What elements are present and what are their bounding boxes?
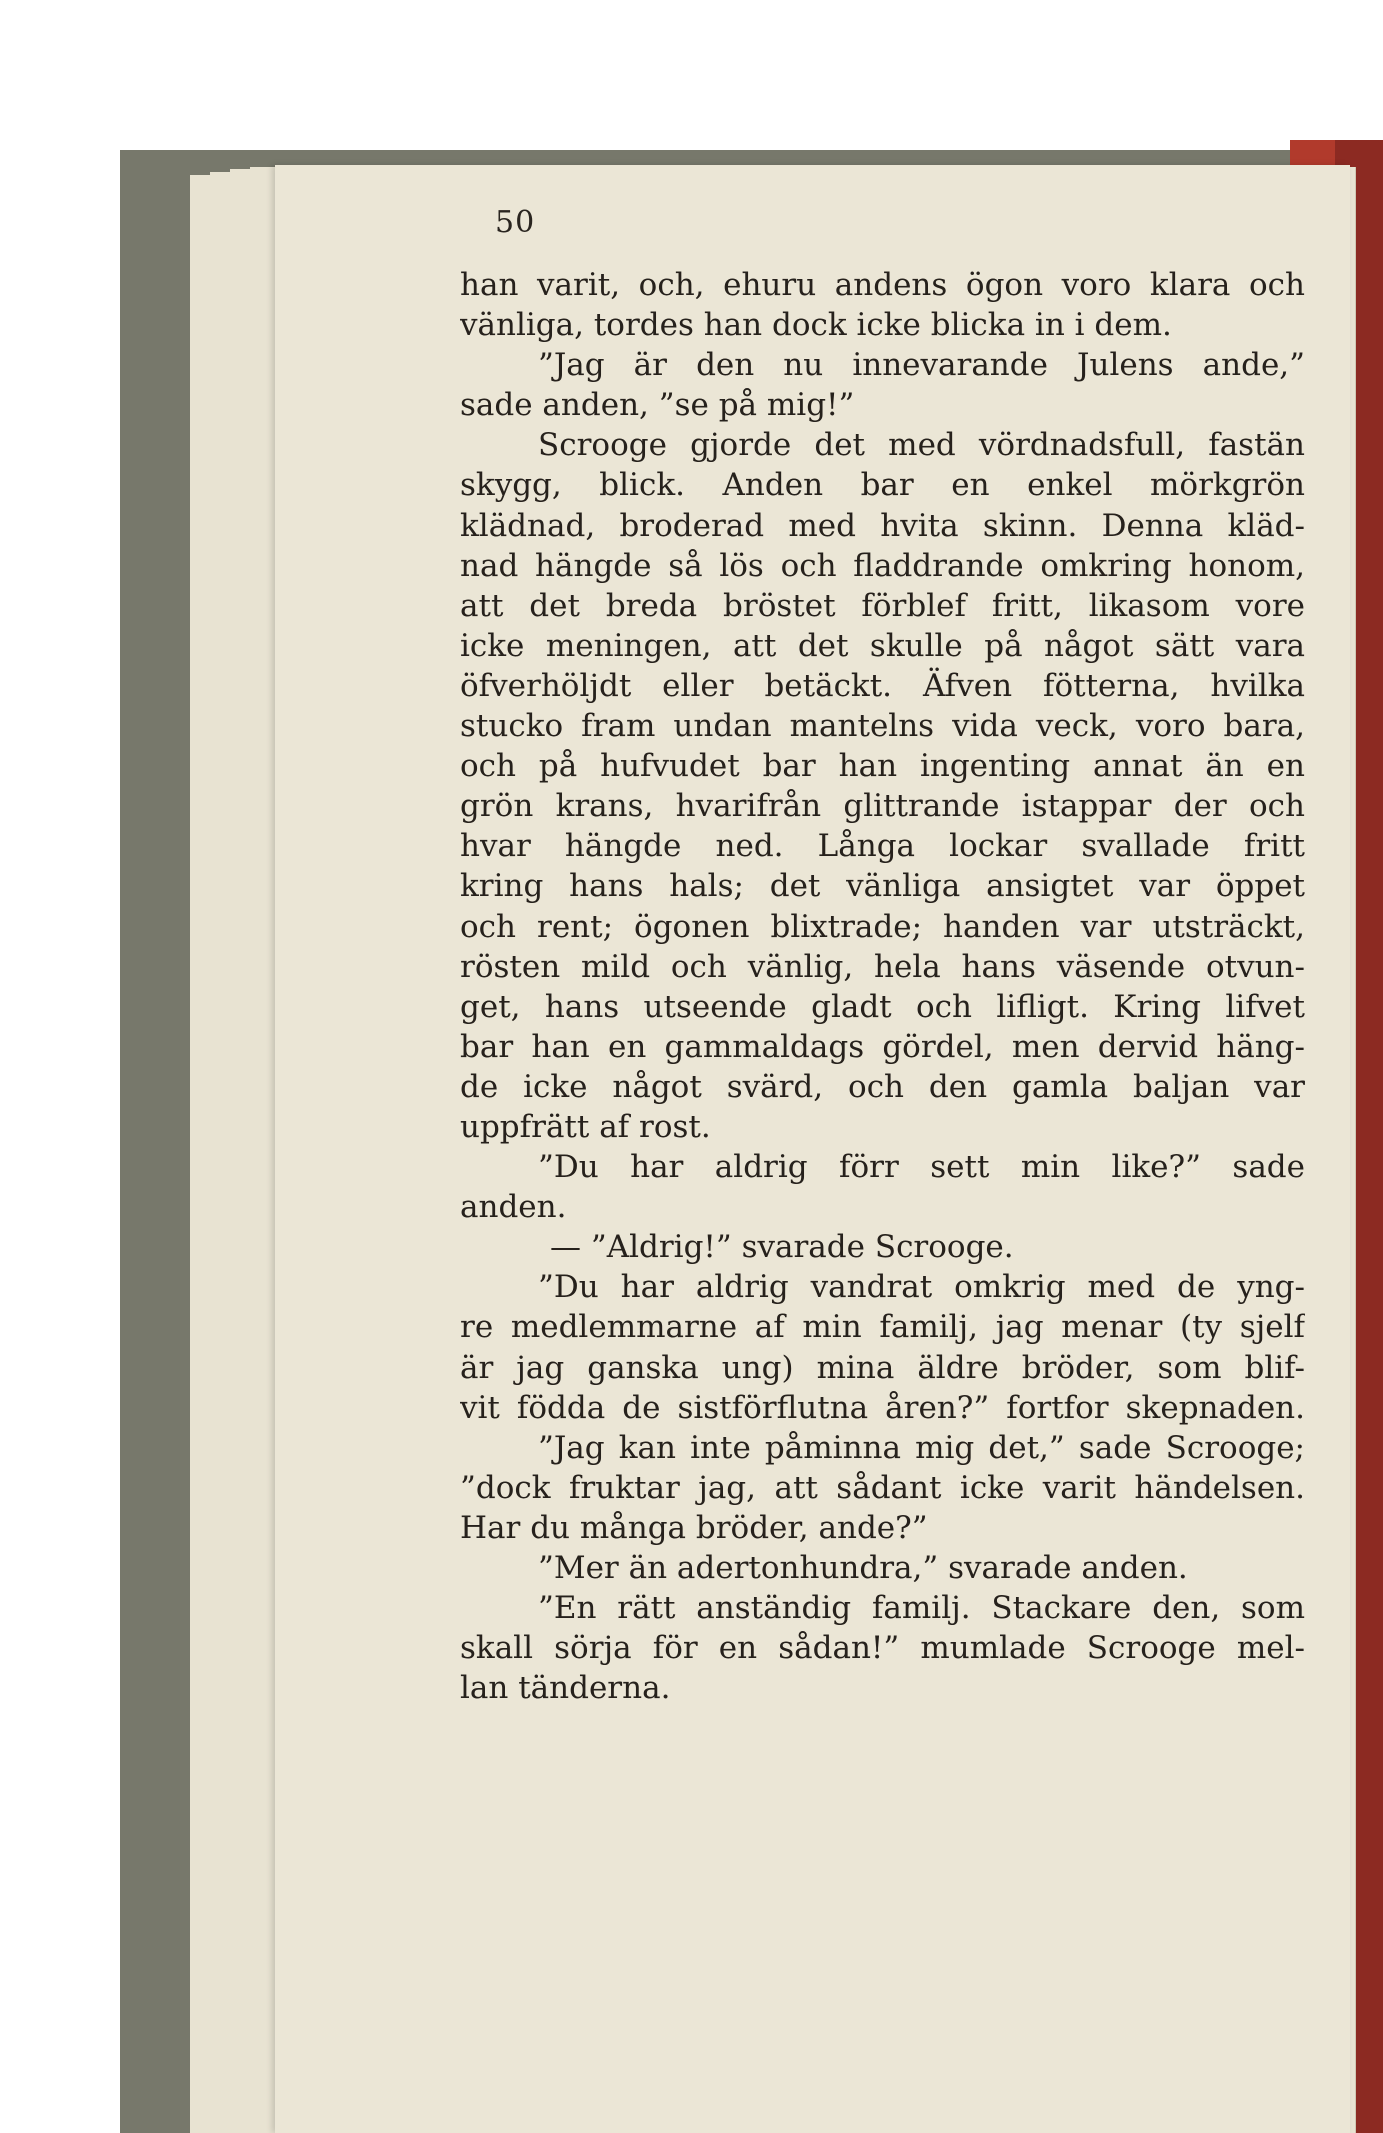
text-line: ”Jag kan inte påminna mig det,” sade Scrooge;: [538, 1429, 1305, 1466]
text-line: rösten mild och vänlig, hela hans väsende otvun-: [460, 948, 1305, 985]
text-line: — ”Aldrig!” svarade Scrooge.: [550, 1229, 1014, 1266]
text-line: klädnad, broderad med hvita skinn. Denna kläd-: [460, 507, 1305, 544]
text-line: Scrooge gjorde det med vördnadsfull, fastän: [538, 427, 1305, 464]
text-line: ”En rätt anständig familj. Stackare den, som: [538, 1590, 1305, 1627]
text-line: ”dock fruktar jag, att sådant icke varit händelsen.: [460, 1469, 1305, 1506]
page-body-text: [460, 265, 1305, 1708]
text-line: vänliga, tordes han dock icke blicka in i dem.: [460, 307, 1172, 344]
text-line: anden.: [460, 1189, 567, 1226]
text-line: nad hängde så lös och fladdrande omkring honom,: [460, 547, 1305, 584]
text-line: ”Du har aldrig förr sett min like?” sade: [538, 1149, 1305, 1186]
text-line: kring hans hals; det vänliga ansigtet var öppet: [460, 868, 1305, 905]
text-line: get, hans utseende gladt och lifligt. Kring lifvet: [460, 988, 1305, 1025]
text-line: och på hufvudet bar han ingenting annat än en: [460, 748, 1305, 785]
text-line: han varit, och, ehuru andens ögon voro klara och: [460, 267, 1305, 303]
text-line: Har du många bröder, ande?”: [460, 1509, 928, 1546]
text-line: och rent; ögonen blixtrade; handen var utsträckt,: [460, 908, 1305, 945]
text-line: sade anden, ”se på mig!”: [460, 387, 855, 424]
text-line: de icke något svärd, och den gamla baljan var: [460, 1068, 1305, 1105]
text-line: ”Mer än adertonhundra,” svarade anden.: [538, 1550, 1188, 1586]
text-line: ”Du har aldrig vandrat omkrig med de yng-: [538, 1269, 1305, 1306]
text-line: grön krans, hvarifrån glittrande istappar der och: [460, 788, 1305, 825]
text-line: icke meningen, att det skulle på något sätt vara: [460, 627, 1305, 664]
text-line: lan tänderna.: [460, 1670, 671, 1707]
text-line: skygg, blick. Anden bar en enkel mörkgrön: [460, 467, 1305, 504]
page-number: 50: [495, 205, 536, 240]
text-line: är jag ganska ung) mina äldre bröder, som blif-: [460, 1349, 1305, 1386]
text-line: stucko fram undan mantelns vida veck, voro bara,: [460, 708, 1305, 745]
text-line: vit födda de sistförflutna åren?” fortfor skepnaden.: [460, 1389, 1305, 1426]
text-line: ”Jag är den nu innevarande Julens ande,”: [538, 347, 1305, 384]
text-line: att det breda bröstet förblef fritt, likasom vore: [460, 587, 1305, 624]
text-line: skall sörja för en sådan!” mumlade Scrooge mel-: [460, 1630, 1305, 1667]
text-line: uppfrätt af rost.: [460, 1108, 711, 1145]
text-line: hvar hängde ned. Långa lockar svallade fritt: [460, 828, 1305, 865]
text-line: öfverhöljdt eller betäckt. Äfven fötterna, hvilka: [460, 667, 1305, 704]
text-line: bar han en gammaldags gördel, men dervid häng-: [460, 1028, 1305, 1065]
text-line: re medlemmarne af min familj, jag menar (ty sjelf: [460, 1309, 1305, 1346]
